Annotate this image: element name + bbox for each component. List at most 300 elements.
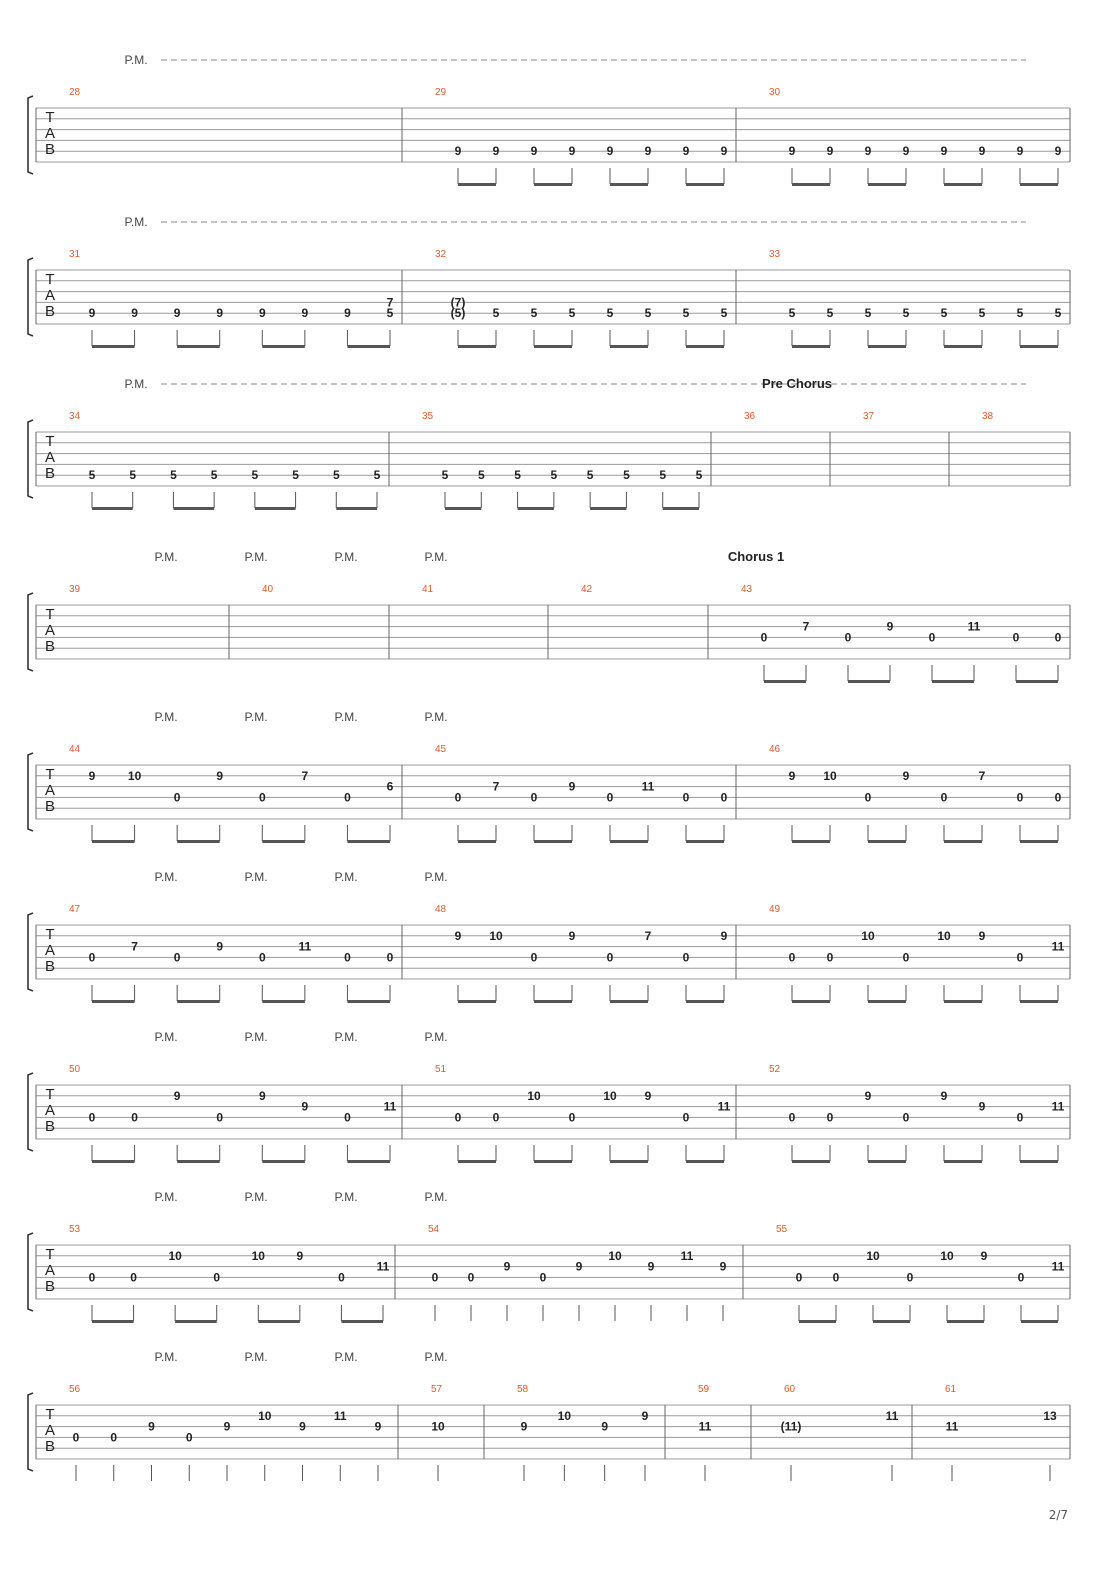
fret-number: 0 [258,790,266,805]
fret-number: 9 [978,1099,986,1114]
fret-number: 6 [386,779,394,794]
beam [663,507,699,510]
beam [262,345,305,348]
fret-number: 0 [530,950,538,965]
fret-number: 9 [374,1419,382,1434]
fret-number: 9 [978,144,986,159]
beam [1021,1320,1058,1323]
fret-number: 5 [586,468,594,483]
fret-number: 9 [606,144,614,159]
fret-number: 0 [131,1110,138,1125]
palm-mute-label: P.M. [334,710,358,724]
fret-number: 0 [173,790,181,805]
section-label: Chorus 1 [727,549,785,564]
measure-number: 46 [769,744,781,755]
tab-clef-letter: T [45,271,55,288]
beam [944,1000,982,1003]
palm-mute-label: P.M. [244,1350,268,1364]
measure-number: 39 [69,584,81,595]
fret-number: 0 [338,1270,345,1285]
fret-number: 0 [492,1110,500,1125]
beam [1020,1160,1058,1163]
fret-number: 0 [826,950,834,965]
fret-number: 7 [492,779,500,794]
palm-mute-label: P.M. [424,1030,448,1044]
tab-clef-letter: A [44,1422,56,1439]
fret-number: 5 [826,306,834,321]
beam [534,1000,572,1003]
fret-number: 0 [826,1110,834,1125]
fret-number: 0 [213,1270,221,1285]
measure-number: 31 [69,249,81,260]
fret-number: 5 [788,306,796,321]
fret-number: 0 [88,1270,96,1285]
fret-number: 0 [760,630,768,645]
fret-number: 10 [823,768,837,783]
beam [590,507,626,510]
fret-number: 9 [720,928,728,943]
fret-number: 5 [386,306,394,321]
tab-clef-letter: B [44,958,56,975]
fret-number: 0 [1016,790,1024,805]
fret-number: 5 [373,468,381,483]
fret-number: 9 [826,144,834,159]
fret-number: 11 [1051,1099,1065,1114]
tab-clef-letter: T [45,926,55,943]
fret-number: 9 [719,1259,727,1274]
beam [868,183,906,186]
fret-number: (5) [450,306,466,321]
fret-number: 5 [332,468,340,483]
fret-number: 9 [88,768,96,783]
fret-number: 10 [603,1088,617,1103]
fret-number: 0 [1054,790,1062,805]
system-bracket [28,1233,33,1311]
fret-number: 5 [170,468,177,483]
palm-mute-label: P.M. [334,550,358,564]
fret-number: 9 [301,306,309,321]
measure-number: 61 [945,1384,957,1395]
fret-number: 5 [659,468,667,483]
fret-number: 5 [682,306,690,321]
palm-mute-label: P.M. [424,870,448,884]
tab-clef-letter: B [44,1278,56,1295]
fret-number: 9 [88,306,96,321]
measure-number: 38 [982,411,994,422]
beam [458,345,496,348]
beam [792,1160,830,1163]
beam [610,840,648,843]
beam [932,680,974,683]
tab-clef-letter: B [44,638,56,655]
fret-number: 0 [1017,1270,1025,1285]
measure-number: 32 [435,249,447,260]
fret-number: 5 [477,468,485,483]
beam [1020,840,1058,843]
fret-number: 9 [720,144,728,159]
fret-number: 5 [129,468,137,483]
fret-number: 9 [902,144,910,159]
fret-number: 9 [454,144,462,159]
fret-number: 0 [1016,950,1024,965]
fret-number: 0 [258,950,266,965]
beam [1016,680,1058,683]
fret-number: 0 [606,790,614,805]
fret-number: 9 [575,1259,583,1274]
palm-mute-label: P.M. [154,1190,178,1204]
measure-number: 42 [581,584,593,595]
measure-number: 36 [744,411,756,422]
fret-number: 0 [682,950,690,965]
tab-clef-letter: A [44,622,56,639]
measure-number: 37 [863,411,875,422]
fret-number: 11 [717,1099,731,1114]
fret-number: 0 [110,1430,118,1445]
beam [518,507,554,510]
beam [458,1000,496,1003]
beam [848,680,890,683]
fret-number: 9 [886,619,894,634]
fret-number: 0 [454,1110,462,1125]
fret-number: 11 [1051,1259,1065,1274]
beam [792,840,830,843]
beam [262,1160,305,1163]
beam [1020,183,1058,186]
fret-number: 0 [682,1110,690,1125]
measure-number: 48 [435,904,447,915]
tab-clef-letter: A [44,287,56,304]
beam [792,1000,830,1003]
fret-number: 0 [216,1110,224,1125]
fret-number: 9 [296,1248,304,1263]
measure-number: 35 [422,411,434,422]
fret-number: 9 [864,144,872,159]
fret-number: 9 [1016,144,1024,159]
beam [534,183,572,186]
fret-number: 11 [967,619,981,634]
beam [868,345,906,348]
fret-number: 9 [216,306,224,321]
fret-number: 10 [527,1088,541,1103]
tab-clef-letter: A [44,125,56,142]
fret-number: 0 [795,1270,803,1285]
fret-number: 0 [844,630,852,645]
measure-number: 44 [69,744,81,755]
fret-number: 10 [127,768,142,783]
system-bracket [28,753,33,831]
measure-number: 54 [428,1224,440,1235]
fret-number: 0 [906,1270,914,1285]
measure-number: 45 [435,744,447,755]
tab-clef-letter: T [45,1406,55,1423]
measure-number: 51 [435,1064,447,1075]
beam [944,1160,982,1163]
system-bracket [28,420,33,498]
palm-mute-label: P.M. [154,1350,178,1364]
palm-mute-label: P.M. [154,710,178,724]
fret-number: 0 [344,1110,351,1125]
fret-number: 5 [492,306,500,321]
fret-number: 10 [557,1408,572,1423]
beam [258,1320,300,1323]
fret-number: 9 [216,768,224,783]
fret-number: 7 [131,939,138,954]
fret-number: 9 [978,928,986,943]
measure-number: 41 [422,584,434,595]
fret-number: 0 [454,790,462,805]
fret-number: 13 [1043,1408,1057,1423]
fret-number: 0 [344,790,351,805]
fret-number: 0 [386,950,394,965]
beam [686,345,724,348]
fret-number: 9 [641,1408,649,1423]
tab-clef-letter: B [44,1118,56,1135]
fret-number: 10 [866,1248,880,1263]
palm-mute-label: P.M. [244,870,268,884]
beam [610,345,648,348]
tab-clef-letter: T [45,1086,55,1103]
fret-number: 9 [788,144,796,159]
measure-number: 33 [769,249,781,260]
fret-number: 9 [568,779,576,794]
beam [347,1160,390,1163]
beam [347,840,390,843]
measure-number: 56 [69,1384,81,1395]
fret-number: 11 [376,1259,390,1274]
fret-number: 5 [292,468,299,483]
fret-number: 9 [644,1088,652,1103]
fret-number: 0 [539,1270,547,1285]
fret-number: 9 [940,144,948,159]
fret-number: 0 [1054,630,1062,645]
fret-number: 5 [550,468,558,483]
fret-number: 9 [530,144,538,159]
measure-number: 29 [435,87,447,98]
fret-number: 9 [173,1088,181,1103]
beam [610,1000,648,1003]
tab-clef-letter: B [44,465,56,482]
tab-clef-letter: T [45,1246,55,1263]
system-bracket [28,1393,33,1471]
tab-clef-letter: B [44,798,56,815]
fret-number: 9 [568,144,576,159]
fret-number: 10 [608,1248,622,1263]
measure-number: 47 [69,904,81,915]
fret-number: 9 [216,939,224,954]
fret-number: 0 [88,1110,96,1125]
tab-clef-letter: A [44,782,56,799]
tab-clef-letter: A [44,942,56,959]
palm-mute-label: P.M. [244,1190,268,1204]
tab-clef-letter: B [44,303,56,320]
measure-number: 55 [776,1224,788,1235]
fret-number: 0 [530,790,538,805]
fret-number: 5 [1016,306,1024,321]
fret-number: 10 [861,928,875,943]
fret-number: 10 [258,1408,272,1423]
tab-clef-letter: A [44,1102,56,1119]
fret-number: 0 [832,1270,840,1285]
fret-number: 10 [489,928,503,943]
fret-number: 11 [298,939,312,954]
beam [534,345,572,348]
fret-number: 0 [788,1110,796,1125]
beam [262,840,305,843]
fret-number: 9 [788,768,796,783]
fret-number: 9 [1054,144,1062,159]
system-bracket [28,96,33,174]
fret-number: 9 [344,306,351,321]
beam [255,507,296,510]
fret-number: 0 [130,1270,137,1285]
fret-number: 0 [928,630,936,645]
palm-mute-label: P.M. [334,1030,358,1044]
beam [686,840,724,843]
measure-number: 57 [431,1384,443,1395]
beam [534,1160,572,1163]
beam [868,1000,906,1003]
fret-number: 11 [698,1419,712,1434]
beam [610,183,648,186]
beam [336,507,377,510]
beam [458,840,496,843]
measure-number: 49 [769,904,781,915]
fret-number: 0 [431,1270,439,1285]
fret-number: 9 [503,1259,511,1274]
fret-number: 11 [885,1408,899,1423]
fret-number: 0 [173,950,181,965]
beam [868,840,906,843]
fret-number: 7 [644,928,652,943]
palm-mute-label: P.M. [154,1030,178,1044]
fret-number: 10 [940,1248,954,1263]
beam [764,680,806,683]
fret-number: 7 [301,768,309,783]
fret-number: 11 [383,1099,397,1114]
tab-clef-letter: T [45,766,55,783]
fret-number: 9 [940,1088,948,1103]
beam [92,1320,134,1323]
tab-clef-letter: A [44,1262,56,1279]
beam [92,1000,135,1003]
palm-mute-label: P.M. [154,870,178,884]
palm-mute-label: P.M. [424,1350,448,1364]
measure-number: 34 [69,411,81,422]
palm-mute-label: P.M. [424,550,448,564]
beam [686,1000,724,1003]
fret-number: 9 [173,306,181,321]
tab-clef-letter: T [45,109,55,126]
beam [262,1000,305,1003]
fret-number: 5 [88,468,96,483]
fret-number: 11 [680,1248,694,1263]
fret-number: (7) [450,295,466,310]
beam [610,1160,648,1163]
measure-number: 60 [784,1384,796,1395]
tab-clef-letter: B [44,1438,56,1455]
fret-number: 7 [386,295,394,310]
fret-number: 0 [344,950,351,965]
fret-number: 5 [940,306,948,321]
fret-number: 10 [168,1248,182,1263]
beam [92,840,135,843]
measure-number: 59 [698,1384,710,1395]
fret-number: 0 [720,790,728,805]
beam [944,840,982,843]
palm-mute-label: P.M. [424,710,448,724]
fret-number: 10 [937,928,951,943]
measure-number: 40 [262,584,274,595]
fret-number: 9 [902,768,910,783]
fret-number: 0 [88,950,96,965]
palm-mute-label: P.M. [334,1190,358,1204]
palm-mute-label: P.M. [124,377,148,391]
fret-number: 9 [148,1419,155,1434]
fret-number: 11 [641,779,655,794]
fret-number: 9 [568,928,576,943]
fret-number: 9 [454,928,462,943]
fret-number: 5 [978,306,986,321]
fret-number: 5 [695,468,703,483]
measure-number: 53 [69,1224,81,1235]
measure-number: 52 [769,1064,781,1075]
fret-number: 7 [978,768,986,783]
beam [1020,1000,1058,1003]
fret-number: 9 [223,1419,231,1434]
system-bracket [28,258,33,336]
tab-clef-letter: A [44,449,56,466]
palm-mute-label: P.M. [154,550,178,564]
fret-number: 5 [568,306,576,321]
fret-number: 0 [185,1430,193,1445]
palm-mute-label: P.M. [334,1350,358,1364]
beam [347,345,390,348]
fret-number: 9 [258,1088,266,1103]
beam [458,183,496,186]
fret-number: 11 [945,1419,959,1434]
fret-number: 0 [1016,1110,1024,1125]
fret-number: 0 [568,1110,576,1125]
fret-number: 0 [1012,630,1020,645]
beam [534,840,572,843]
fret-number: 5 [864,306,872,321]
fret-number: 11 [1051,939,1065,954]
palm-mute-label: P.M. [244,550,268,564]
fret-number: 7 [802,619,810,634]
beam [347,1000,390,1003]
fret-number: 9 [131,306,138,321]
fret-number: 0 [864,790,872,805]
fret-number: 5 [644,306,652,321]
fret-number: (11) [780,1419,802,1434]
fret-number: 5 [251,468,259,483]
beam [92,345,135,348]
measure-number: 58 [517,1384,529,1395]
beam [792,183,830,186]
beam [944,345,982,348]
fret-number: 10 [431,1419,445,1434]
beam [177,840,220,843]
fret-number: 0 [606,950,614,965]
tab-clef-letter: T [45,606,55,623]
beam [792,345,830,348]
beam [686,1160,724,1163]
beam [341,1320,383,1323]
palm-mute-label: P.M. [244,1030,268,1044]
measure-number: 30 [769,87,781,98]
fret-number: 0 [682,790,690,805]
fret-number: 5 [1054,306,1062,321]
